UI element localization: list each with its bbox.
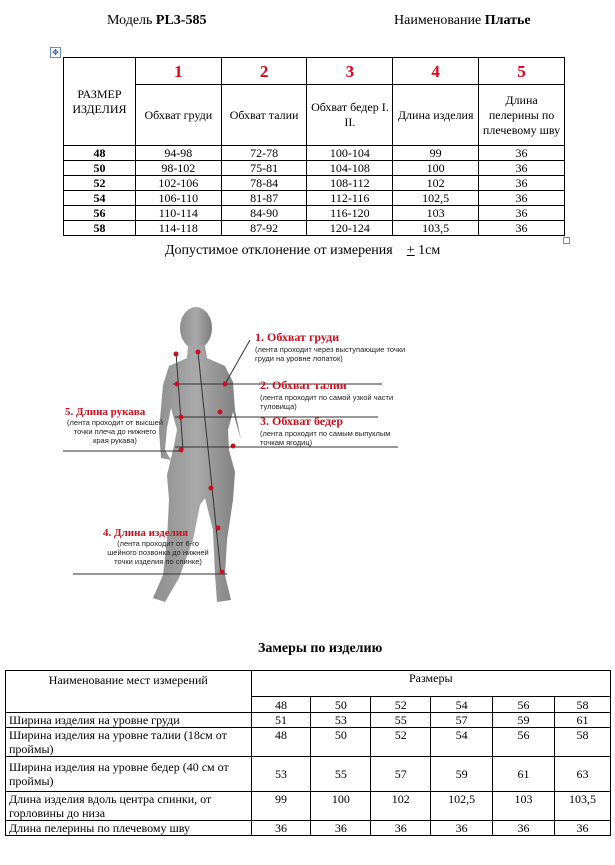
- table-row: [6, 792, 611, 821]
- table-move-handle-icon[interactable]: ✥: [50, 47, 61, 58]
- value-cell: 36: [371, 821, 431, 836]
- size-col: 56: [493, 697, 555, 713]
- label-chest: [255, 330, 425, 363]
- value-cell: 36: [431, 821, 493, 836]
- value-cell: 36: [479, 206, 565, 221]
- measurements-table: [5, 670, 611, 836]
- value-cell: 75-81: [221, 161, 307, 176]
- value-cell: 103: [493, 792, 555, 821]
- size-cell: 58: [64, 221, 136, 236]
- name-line: [394, 13, 531, 29]
- table-row: [64, 206, 565, 221]
- label-waist-note: (лента проходит по самой узкой части туловища): [260, 393, 394, 411]
- value-cell: 52: [371, 728, 431, 757]
- value-cell: 58: [555, 728, 611, 757]
- table-row: [6, 728, 611, 757]
- measurement-figure: [55, 300, 415, 615]
- label-length: [103, 527, 213, 566]
- value-cell: 50: [311, 728, 371, 757]
- value-cell: 36: [493, 821, 555, 836]
- value-cell: 110-114: [135, 206, 221, 221]
- label-sleeve: [65, 406, 165, 445]
- value-cell: 36: [311, 821, 371, 836]
- value-cell: 36: [479, 146, 565, 161]
- value-cell: 36: [479, 161, 565, 176]
- value-cell: 106-110: [135, 191, 221, 206]
- row-name: Ширина изделия на уровне груди: [6, 713, 252, 728]
- measurements-title: Замеры по изделию: [258, 641, 383, 656]
- value-cell: 120-124: [307, 221, 393, 236]
- value-cell: 51: [251, 713, 311, 728]
- table-row: [6, 757, 611, 792]
- value-cell: 99: [251, 792, 311, 821]
- label-waist: [260, 378, 410, 411]
- value-cell: 55: [371, 713, 431, 728]
- value-cell: 61: [493, 757, 555, 792]
- row-name: Ширина изделия на уровне талии (18см от проймы): [6, 728, 252, 757]
- table-row: [6, 713, 611, 728]
- tolerance-note: [165, 243, 440, 259]
- value-cell: 100: [393, 161, 479, 176]
- value-cell: 103,5: [393, 221, 479, 236]
- tolerance-text: Допустимое отклонение от измерения: [165, 243, 393, 258]
- value-cell: 102: [371, 792, 431, 821]
- row-name: Длина изделия вдоль центра спинки, от горловины до низа: [6, 792, 252, 821]
- table-resize-handle[interactable]: [563, 237, 570, 244]
- value-cell: 112-116: [307, 191, 393, 206]
- size-col: 50: [311, 697, 371, 713]
- value-cell: 102,5: [393, 191, 479, 206]
- value-cell: 72-78: [221, 146, 307, 161]
- label-waist-title: 2. Обхват талии: [260, 378, 347, 392]
- column-header: Длина изделия: [393, 85, 479, 146]
- label-hips: [260, 414, 410, 447]
- value-cell: 57: [371, 757, 431, 792]
- value-cell: 103: [393, 206, 479, 221]
- value-cell: 87-92: [221, 221, 307, 236]
- size-col: 48: [251, 697, 311, 713]
- size-col: 52: [371, 697, 431, 713]
- value-cell: 54: [431, 728, 493, 757]
- label-hips-title: 3. Обхват бедер: [260, 414, 344, 428]
- label-sleeve-title: 5. Длина рукава: [65, 406, 146, 418]
- model-label: Модель: [107, 13, 153, 28]
- model-value: PL3-585: [155, 13, 207, 28]
- label-sleeve-note: (лента проходит от высшей точки плеча до нижнего края рукава): [67, 418, 163, 445]
- value-cell: 57: [431, 713, 493, 728]
- table-row: [6, 821, 611, 836]
- size-header: РАЗМЕР ИЗДЕЛИЯ: [64, 58, 136, 146]
- value-cell: 114-118: [135, 221, 221, 236]
- size-col: 58: [555, 697, 611, 713]
- value-cell: 104-108: [307, 161, 393, 176]
- value-cell: 53: [251, 757, 311, 792]
- chest-pointer: [225, 340, 250, 384]
- column-number: 2: [221, 58, 307, 85]
- value-cell: 94-98: [135, 146, 221, 161]
- value-cell: 36: [555, 821, 611, 836]
- value-cell: 59: [431, 757, 493, 792]
- size-cell: 48: [64, 146, 136, 161]
- value-cell: 36: [479, 191, 565, 206]
- table-row: [64, 221, 565, 236]
- size-col: 54: [431, 697, 493, 713]
- label-length-note: (лента проходит от 6-го шейного позвонка до нижней точки изделия по спинке): [107, 539, 209, 566]
- label-chest-title: 1. Обхват груди: [255, 330, 340, 344]
- label-length-title: 4. Длина изделия: [103, 527, 189, 539]
- column-header: Обхват талии: [221, 85, 307, 146]
- column-header: Обхват бедер I. II.: [307, 85, 393, 146]
- value-cell: 102,5: [431, 792, 493, 821]
- value-cell: 53: [311, 713, 371, 728]
- value-cell: 61: [555, 713, 611, 728]
- row-name: Ширина изделия на уровне бедер (40 см от проймы): [6, 757, 252, 792]
- tolerance-value: 1см: [414, 243, 441, 258]
- value-cell: 100: [311, 792, 371, 821]
- value-cell: 56: [493, 728, 555, 757]
- size-cell: 52: [64, 176, 136, 191]
- column-number: 4: [393, 58, 479, 85]
- size-table: [63, 57, 565, 236]
- value-cell: 36: [251, 821, 311, 836]
- row-name: Длина пелерины по плечевому шву: [6, 821, 252, 836]
- value-cell: 36: [479, 221, 565, 236]
- table-row: [64, 191, 565, 206]
- value-cell: 48: [251, 728, 311, 757]
- column-number: 3: [307, 58, 393, 85]
- value-cell: 108-112: [307, 176, 393, 191]
- plus-minus-sign: +: [406, 243, 415, 258]
- value-cell: 55: [311, 757, 371, 792]
- column-header: Обхват груди: [135, 85, 221, 146]
- model-line: [107, 13, 206, 29]
- place-header: Наименование мест измерений: [6, 671, 252, 713]
- value-cell: 102: [393, 176, 479, 191]
- name-label: Наименование: [394, 13, 482, 28]
- column-header: Длина пелерины по плечевому шву: [479, 85, 565, 146]
- value-cell: 59: [493, 713, 555, 728]
- column-number: 5: [479, 58, 565, 85]
- sizes-header: Размеры: [251, 671, 610, 697]
- value-cell: 36: [479, 176, 565, 191]
- table-row: [64, 146, 565, 161]
- value-cell: 98-102: [135, 161, 221, 176]
- column-number: 1: [135, 58, 221, 85]
- table-row: [64, 161, 565, 176]
- value-cell: 84-90: [221, 206, 307, 221]
- value-cell: 116-120: [307, 206, 393, 221]
- label-hips-note: (лента проходит по самым выпуклым точкам ягодиц): [260, 429, 391, 447]
- value-cell: 102-106: [135, 176, 221, 191]
- value-cell: 99: [393, 146, 479, 161]
- size-cell: 50: [64, 161, 136, 176]
- value-cell: 81-87: [221, 191, 307, 206]
- table-row: [64, 176, 565, 191]
- value-cell: 63: [555, 757, 611, 792]
- value-cell: 78-84: [221, 176, 307, 191]
- label-chest-note: (лента проходит через выступающие точки груди на уровне лопаток): [255, 345, 406, 363]
- size-cell: 54: [64, 191, 136, 206]
- name-value: Платье: [484, 13, 531, 28]
- value-cell: 103,5: [555, 792, 611, 821]
- size-cell: 56: [64, 206, 136, 221]
- value-cell: 100-104: [307, 146, 393, 161]
